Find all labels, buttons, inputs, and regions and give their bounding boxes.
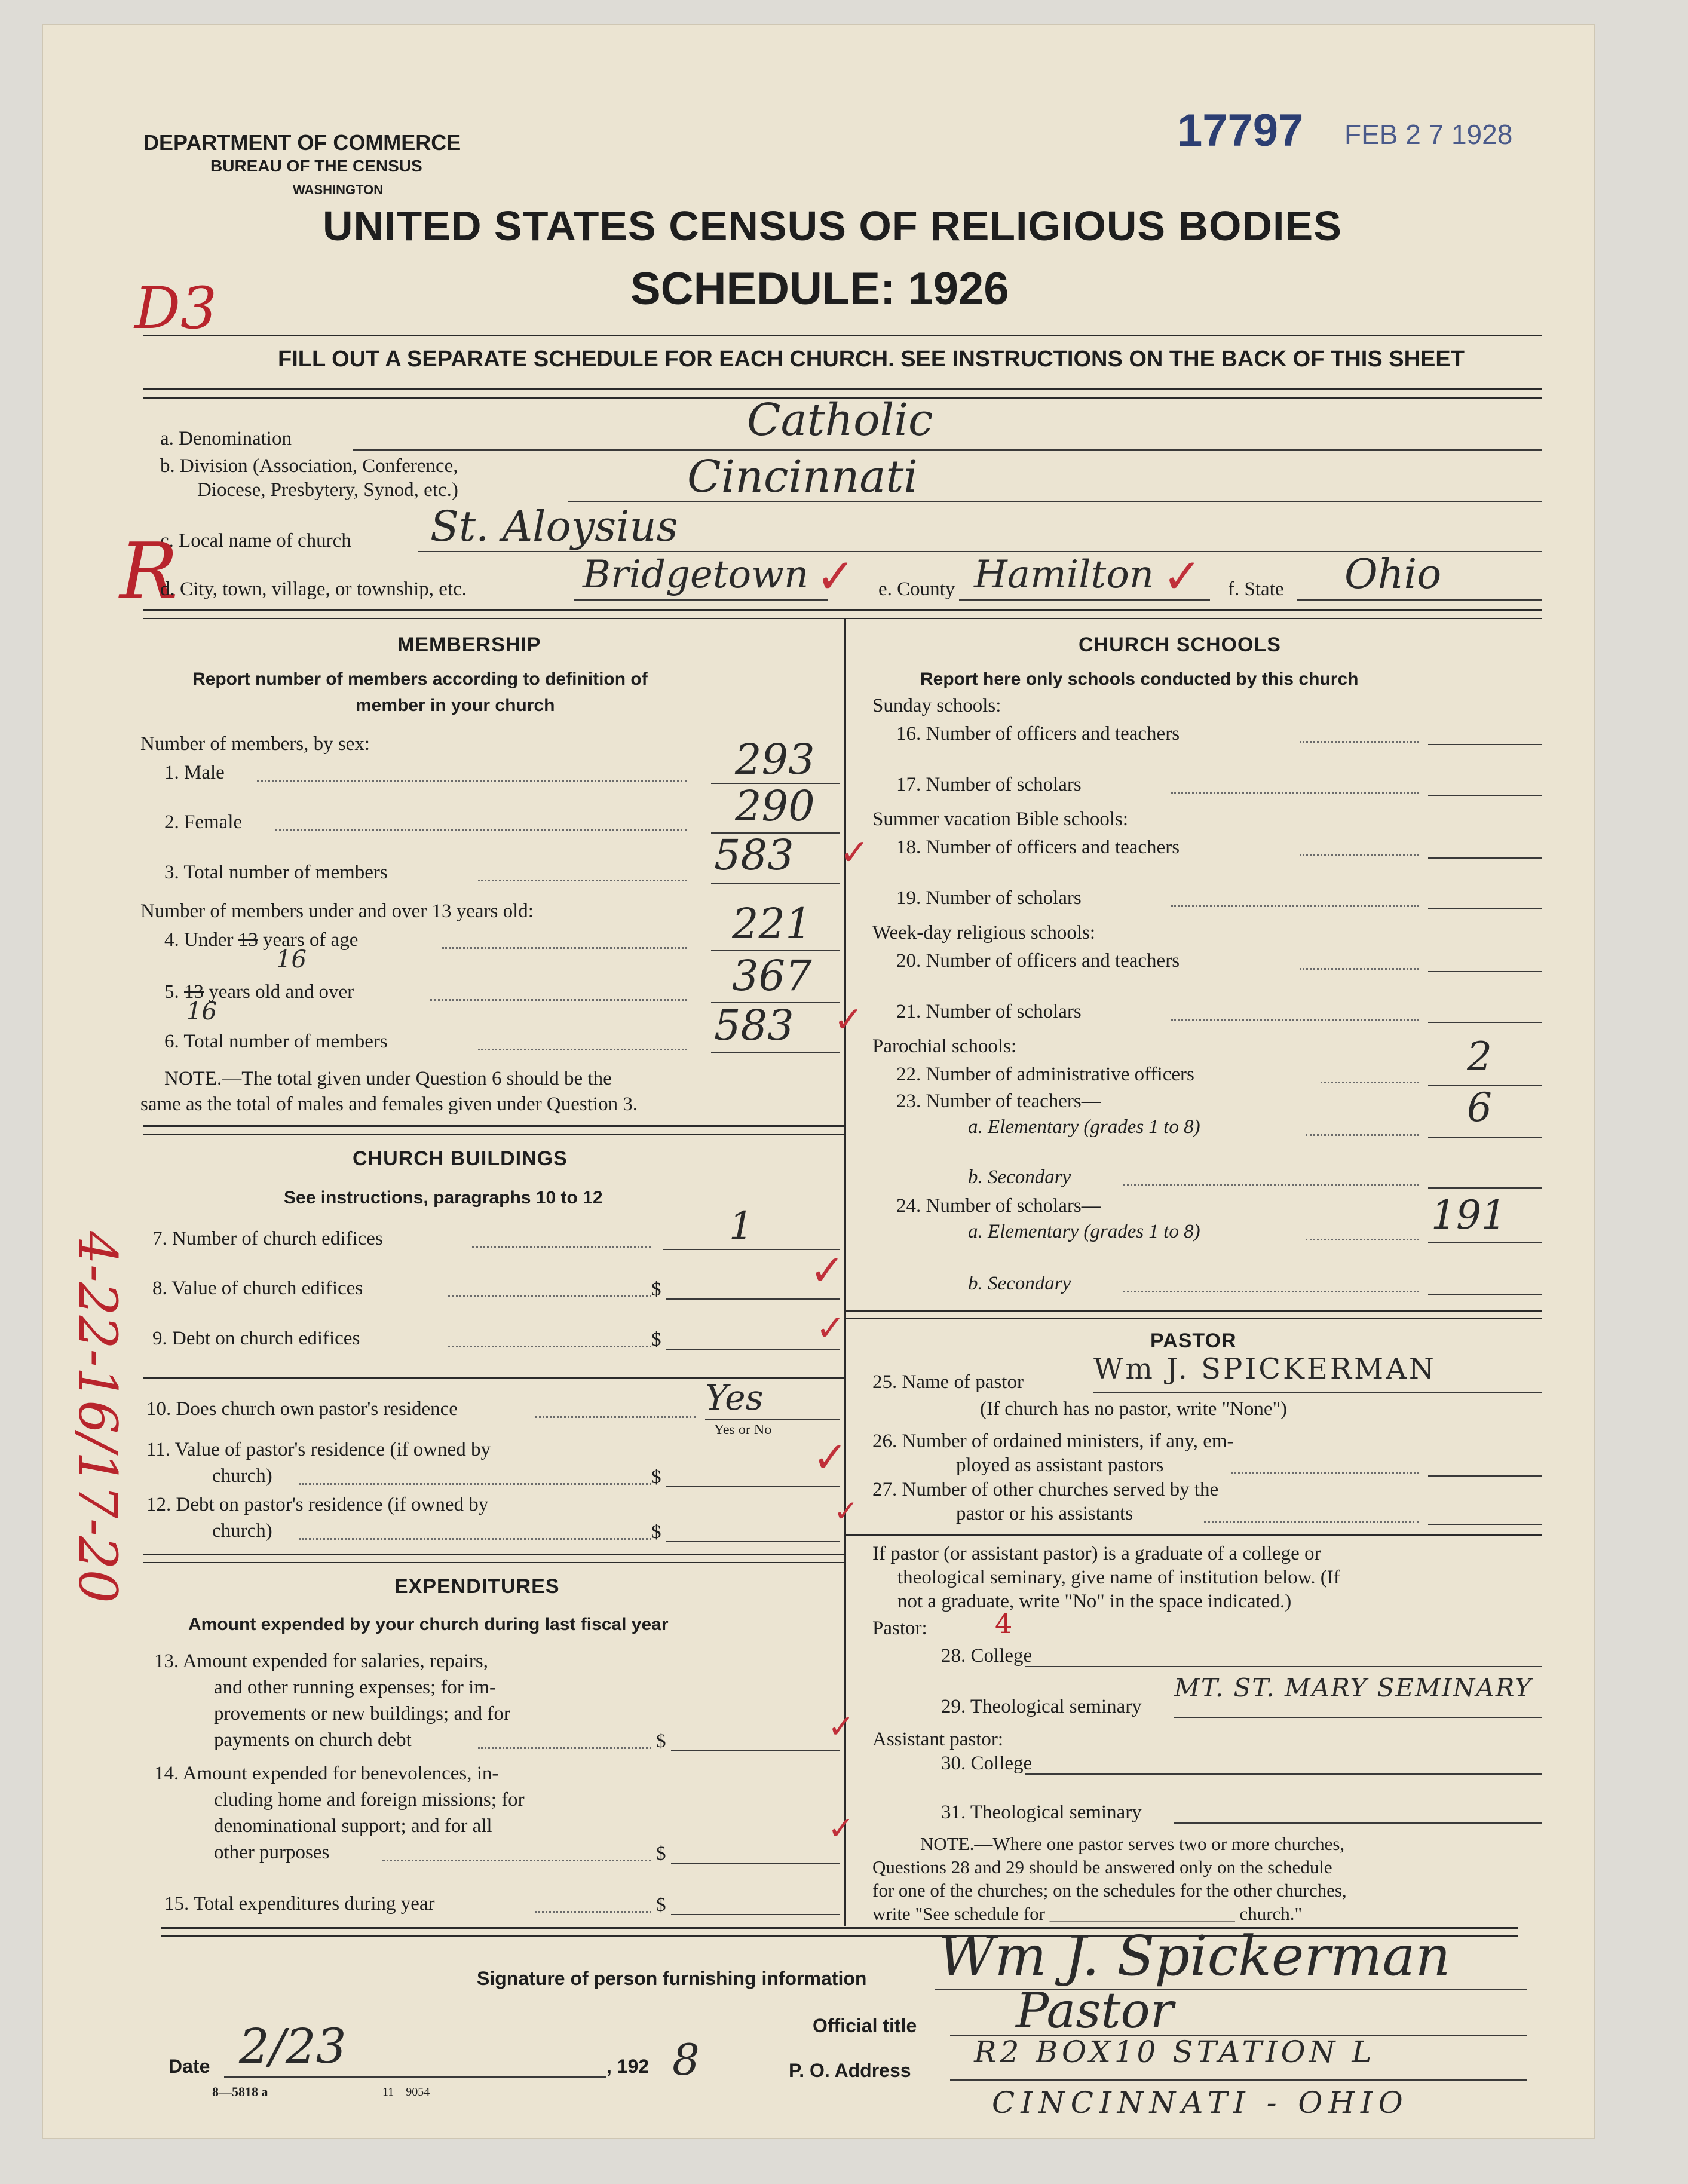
total-members-input-line xyxy=(711,883,840,884)
city-input-line xyxy=(574,599,828,601)
under-age-value: 221 xyxy=(732,899,812,948)
leader-dots xyxy=(430,999,687,1001)
local-name-value: St. Aloysius xyxy=(430,502,678,551)
q15-input-line xyxy=(671,1914,840,1915)
divider xyxy=(143,1125,844,1127)
leader-dots xyxy=(1123,1291,1419,1292)
leader-dots xyxy=(299,1538,651,1540)
po-address-label: P. O. Address xyxy=(789,2060,911,2081)
total-members-label: 3. Total number of members xyxy=(164,862,388,883)
schools-title: CHURCH SCHOOLS xyxy=(1079,633,1281,656)
po-address-input-line xyxy=(950,2079,1527,2081)
divider xyxy=(846,1534,1542,1536)
divider xyxy=(143,1562,844,1563)
residence-value-label-1: 11. Value of pastor's residence (if owned by xyxy=(146,1439,491,1460)
divider xyxy=(143,1554,844,1555)
q13-input-line xyxy=(671,1750,840,1751)
q31-label: 31. Theological seminary xyxy=(941,1802,1142,1823)
q29-input-line xyxy=(1174,1717,1542,1718)
q17-input-line xyxy=(1428,795,1542,796)
q26-input-line xyxy=(1428,1475,1542,1477)
check-mark-icon: ✓ xyxy=(813,1433,848,1482)
dollar-sign: $ xyxy=(651,1466,661,1488)
over-age-value: 367 xyxy=(732,951,812,1000)
q21-input-line xyxy=(1428,1022,1542,1023)
q13-line-4: payments on church debt xyxy=(214,1729,412,1751)
q22-label: 22. Number of administrative officers xyxy=(896,1064,1194,1085)
over-age-label-b: years old and over xyxy=(209,981,354,1003)
age-breakdown-label: Number of members under and over 13 years old: xyxy=(140,900,534,922)
seminary-value: MT. ST. MARY SEMINARY xyxy=(1174,1673,1533,1702)
dollar-sign: $ xyxy=(651,1279,661,1300)
residence-value-label-2: church) xyxy=(212,1465,272,1487)
leader-dots xyxy=(472,1246,651,1248)
margin-r-mark: R xyxy=(120,526,178,617)
female-label: 2. Female xyxy=(164,811,243,833)
leader-dots xyxy=(1300,854,1419,856)
q20-label: 20. Number of officers and teachers xyxy=(896,950,1180,972)
q25-label: 25. Name of pastor xyxy=(872,1371,1024,1393)
q23b-input-line xyxy=(1428,1187,1542,1189)
denomination-value: Catholic xyxy=(747,394,933,446)
leader-dots xyxy=(535,1911,651,1913)
form-number: 8—5818 a xyxy=(212,2084,268,2099)
pastor-name-value: Wm J. SPICKERMAN xyxy=(1093,1352,1436,1386)
margin-note: 4-22-16/17-20 xyxy=(67,1231,128,1603)
edifices-count-label: 7. Number of church edifices xyxy=(152,1228,383,1249)
q30-label: 30. College xyxy=(941,1753,1033,1774)
leader-dots xyxy=(448,1346,651,1347)
graduate-instructions-2: theological seminary, give name of institution below. (If xyxy=(897,1567,1340,1588)
edifices-debt-input-line xyxy=(666,1349,840,1350)
divider xyxy=(143,1134,844,1135)
q24b-label: b. Secondary xyxy=(968,1273,1071,1294)
denomination-input-line xyxy=(353,449,1542,451)
county-label: e. County xyxy=(878,578,955,600)
edifices-debt-label: 9. Debt on church edifices xyxy=(152,1328,360,1349)
q13-line-2: and other running expenses; for im- xyxy=(214,1677,496,1698)
q27-line-1: 27. Number of other churches served by the xyxy=(872,1479,1219,1500)
divider xyxy=(143,618,1542,619)
q29-label: 29. Theological seminary xyxy=(941,1696,1142,1717)
owns-residence-input-line xyxy=(705,1419,840,1420)
total-members-2-label: 6. Total number of members xyxy=(164,1031,388,1052)
leader-dots xyxy=(257,780,687,782)
q19-label: 19. Number of scholars xyxy=(896,887,1082,909)
expenditures-sub: Amount expended by your church during last fiscal year xyxy=(188,1615,669,1634)
pastor-note-1: NOTE.—Where one pastor serves two or more churches, xyxy=(920,1833,1345,1854)
leader-dots xyxy=(1171,905,1419,907)
over-age-correction: 16 xyxy=(186,998,217,1025)
instructions-line: FILL OUT A SEPARATE SCHEDULE FOR EACH CHURCH. SEE INSTRUCTIONS ON THE BACK OF THIS SHEET xyxy=(278,347,1465,372)
check-mark-icon: ✓ xyxy=(816,549,856,604)
stamp-date: FEB 2 7 1928 xyxy=(1344,119,1513,150)
leader-dots xyxy=(1231,1472,1419,1474)
leader-dots xyxy=(1171,1019,1419,1021)
q30-input-line xyxy=(1025,1773,1542,1775)
leader-dots xyxy=(478,880,687,881)
q22-value: 2 xyxy=(1467,1034,1492,1080)
pastor-note-2: Questions 28 and 29 should be answered only on the schedule xyxy=(872,1857,1332,1877)
division-label-2: Diocese, Presbytery, Synod, etc.) xyxy=(197,479,458,501)
divider xyxy=(143,609,1542,611)
leader-dots xyxy=(1123,1184,1419,1186)
dollar-sign: $ xyxy=(651,1329,661,1350)
city-value: Bridgetown xyxy=(583,553,809,597)
q15-label: 15. Total expenditures during year xyxy=(164,1893,435,1915)
q23a-label: a. Elementary (grades 1 to 8) xyxy=(968,1116,1200,1138)
leader-dots xyxy=(1171,792,1419,794)
assistant-pastor-label: Assistant pastor: xyxy=(872,1729,1004,1750)
state-value: Ohio xyxy=(1344,551,1442,598)
under-age-label-b: years of age xyxy=(262,929,359,951)
leader-dots xyxy=(382,1860,651,1861)
divider xyxy=(143,388,1542,390)
q23a-input-line xyxy=(1428,1137,1542,1138)
yes-no-hint: Yes or No xyxy=(714,1422,772,1438)
date-label: Date xyxy=(169,2056,210,2077)
q14-line-1: 14. Amount expended for benevolences, in- xyxy=(154,1763,499,1784)
under-age-label-a: 4. Under xyxy=(164,929,234,951)
under-age-correction: 16 xyxy=(276,946,307,973)
female-value: 290 xyxy=(735,782,815,831)
q26-line-1: 26. Number of ordained ministers, if any, em- xyxy=(872,1431,1234,1452)
leader-dots xyxy=(535,1416,696,1418)
q28-label: 28. College xyxy=(941,1645,1033,1667)
q28-input-line xyxy=(1025,1666,1542,1667)
bureau-line: BUREAU OF THE CENSUS xyxy=(210,157,422,175)
check-mark-icon: ✓ xyxy=(816,1307,846,1349)
q16-label: 16. Number of officers and teachers xyxy=(896,723,1180,745)
check-mark-icon: ✓ xyxy=(1162,549,1203,604)
leader-dots xyxy=(1306,1134,1419,1136)
department-line: DEPARTMENT OF COMMERCE xyxy=(143,130,461,155)
leader-dots xyxy=(1321,1082,1419,1083)
form-subtitle: SCHEDULE: 1926 xyxy=(630,264,1009,314)
expenditures-title: EXPENDITURES xyxy=(394,1575,560,1598)
divider xyxy=(846,1318,1542,1319)
q31-input-line xyxy=(1174,1822,1542,1824)
leader-dots xyxy=(299,1483,651,1485)
residence-value-input-line xyxy=(666,1486,840,1487)
q23a-value: 6 xyxy=(1467,1085,1492,1131)
check-mark-icon: ✓ xyxy=(828,1809,855,1847)
pastor-note-3: for one of the churches; on the schedules for the other churches, xyxy=(872,1880,1347,1901)
division-value: Cincinnati xyxy=(687,451,918,503)
city-line: WASHINGTON xyxy=(293,182,384,197)
residence-debt-label-2: church) xyxy=(212,1520,272,1542)
check-mark-icon: ✓ xyxy=(834,999,864,1041)
residence-debt-input-line xyxy=(666,1541,840,1542)
membership-sub-1: Report number of members according to definition of xyxy=(192,669,648,689)
q24a-value: 191 xyxy=(1431,1192,1506,1238)
po-address-line-1: R2 BOX10 STATION L xyxy=(974,2035,1375,2069)
q24a-label: a. Elementary (grades 1 to 8) xyxy=(968,1221,1200,1242)
total-members-2-value: 583 xyxy=(714,1001,794,1050)
pastor-title: PASTOR xyxy=(1150,1330,1237,1352)
buildings-sub: See instructions, paragraphs 10 to 12 xyxy=(284,1188,603,1208)
q23b-label: b. Secondary xyxy=(968,1166,1071,1188)
leader-dots xyxy=(1306,1239,1419,1240)
q14-line-4: other purposes xyxy=(214,1842,330,1863)
leader-dots xyxy=(1204,1521,1419,1523)
pastor-college-mark: 4 xyxy=(995,1607,1013,1640)
q17-label: 17. Number of scholars xyxy=(896,774,1082,795)
dollar-sign: $ xyxy=(656,1730,666,1752)
q27-line-2: pastor or his assistants xyxy=(956,1503,1133,1524)
q14-input-line xyxy=(671,1863,840,1864)
edifices-value-input-line xyxy=(666,1298,840,1300)
pastor-label: Pastor: xyxy=(872,1618,927,1639)
dollar-sign: $ xyxy=(651,1521,661,1543)
residence-debt-label-1: 12. Debt on pastor's residence (if owned by xyxy=(146,1494,489,1515)
signature-label: Signature of person furnishing information xyxy=(477,1968,867,1989)
q25-input-line xyxy=(1093,1392,1542,1393)
po-address-line-2: CINCINNATI - OHIO xyxy=(992,2085,1409,2120)
leader-dots xyxy=(1300,968,1419,970)
denomination-label: a. Denomination xyxy=(160,428,292,449)
membership-title: MEMBERSHIP xyxy=(397,633,541,656)
membership-note-2: same as the total of males and females given under Question 3. xyxy=(140,1093,638,1115)
q14-line-3: denominational support; and for all xyxy=(214,1815,492,1837)
signature-value: Wm J. Spickerman xyxy=(938,1924,1451,1988)
check-mark-icon: ✓ xyxy=(834,1494,859,1529)
buildings-title: CHURCH BUILDINGS xyxy=(353,1147,568,1170)
total-members-2-input-line xyxy=(711,1052,840,1053)
q14-line-2: cluding home and foreign missions; for xyxy=(214,1789,525,1811)
owns-residence-label: 10. Does church own pastor's residence xyxy=(146,1398,458,1420)
graduate-instructions-1: If pastor (or assistant pastor) is a graduate of a college or xyxy=(872,1543,1321,1564)
official-title-label: Official title xyxy=(813,2015,917,2036)
q20-input-line xyxy=(1428,971,1542,972)
q13-line-3: provements or new buildings; and for xyxy=(214,1703,510,1724)
members-by-sex-label: Number of members, by sex: xyxy=(140,733,370,755)
leader-dots xyxy=(1300,741,1419,743)
dollar-sign: $ xyxy=(656,1843,666,1864)
over-age-struck-number: 13 xyxy=(184,981,204,1003)
check-mark-icon: ✓ xyxy=(828,1708,855,1745)
date-input-line xyxy=(224,2076,606,2078)
owns-residence-value: Yes xyxy=(705,1377,764,1418)
check-mark-icon: ✓ xyxy=(810,1246,845,1295)
weekday-schools-label: Week-day religious schools: xyxy=(872,922,1096,944)
male-value: 293 xyxy=(735,735,815,784)
q16-input-line xyxy=(1428,744,1542,745)
q13-line-1: 13. Amount expended for salaries, repairs, xyxy=(154,1650,489,1672)
q24a-input-line xyxy=(1428,1242,1542,1243)
dollar-sign: $ xyxy=(656,1894,666,1916)
sunday-schools-label: Sunday schools: xyxy=(872,695,1001,716)
q25-note: (If church has no pastor, write "None") xyxy=(980,1398,1288,1420)
division-label-1: b. Division (Association, Conference, xyxy=(160,455,458,477)
leader-dots xyxy=(478,1049,687,1050)
date-value: 2/23 xyxy=(239,2018,347,2074)
total-members-value: 583 xyxy=(714,831,794,880)
parochial-schools-label: Parochial schools: xyxy=(872,1036,1017,1057)
schools-sub: Report here only schools conducted by this church xyxy=(920,669,1359,689)
membership-sub-2: member in your church xyxy=(356,696,555,715)
print-number: 11—9054 xyxy=(382,2085,430,2099)
q24-label: 24. Number of scholars— xyxy=(896,1195,1101,1217)
male-label: 1. Male xyxy=(164,762,225,783)
leader-dots xyxy=(448,1295,651,1297)
city-label: d. City, town, village, or township, etc. xyxy=(160,578,467,600)
q19-input-line xyxy=(1428,908,1542,909)
official-title-value: Pastor xyxy=(1016,1983,1174,2039)
year-digit: 8 xyxy=(672,2035,700,2085)
over-age-label-a: 5. xyxy=(164,981,179,1003)
pastor-note-4: write "See schedule for ____________________ church." xyxy=(872,1903,1303,1924)
membership-note-1: NOTE.—The total given under Question 6 should be the xyxy=(164,1068,612,1089)
summer-schools-label: Summer vacation Bible schools: xyxy=(872,808,1129,830)
edifices-value-label: 8. Value of church edifices xyxy=(152,1278,363,1299)
year-prefix: , 192 xyxy=(606,2056,650,2077)
state-label: f. State xyxy=(1228,578,1284,600)
q18-input-line xyxy=(1428,857,1542,859)
q24b-input-line xyxy=(1428,1294,1542,1295)
form-title: UNITED STATES CENSUS OF RELIGIOUS BODIES xyxy=(323,203,1342,249)
stamp-number: 17797 xyxy=(1177,105,1304,156)
edifices-count-value: 1 xyxy=(729,1204,753,1248)
q27-input-line xyxy=(1428,1524,1542,1525)
check-mark-icon: ✓ xyxy=(840,832,870,874)
local-name-label: c. Local name of church xyxy=(160,530,351,552)
divider xyxy=(143,335,1542,336)
q18-label: 18. Number of officers and teachers xyxy=(896,837,1180,858)
graduate-instructions-3: not a graduate, write "No" in the space indicated.) xyxy=(897,1591,1292,1612)
leader-dots xyxy=(478,1747,651,1749)
county-value: Hamilton xyxy=(974,553,1154,597)
q21-label: 21. Number of scholars xyxy=(896,1001,1082,1022)
state-input-line xyxy=(1297,599,1542,601)
under-age-struck-number: 13 xyxy=(238,929,258,951)
leader-dots xyxy=(442,947,687,949)
divider xyxy=(846,1310,1542,1312)
q23-label: 23. Number of teachers— xyxy=(896,1091,1101,1112)
q26-line-2: ployed as assistant pastors xyxy=(956,1454,1164,1476)
leader-dots xyxy=(275,829,687,831)
corner-mark: D3 xyxy=(134,275,217,342)
